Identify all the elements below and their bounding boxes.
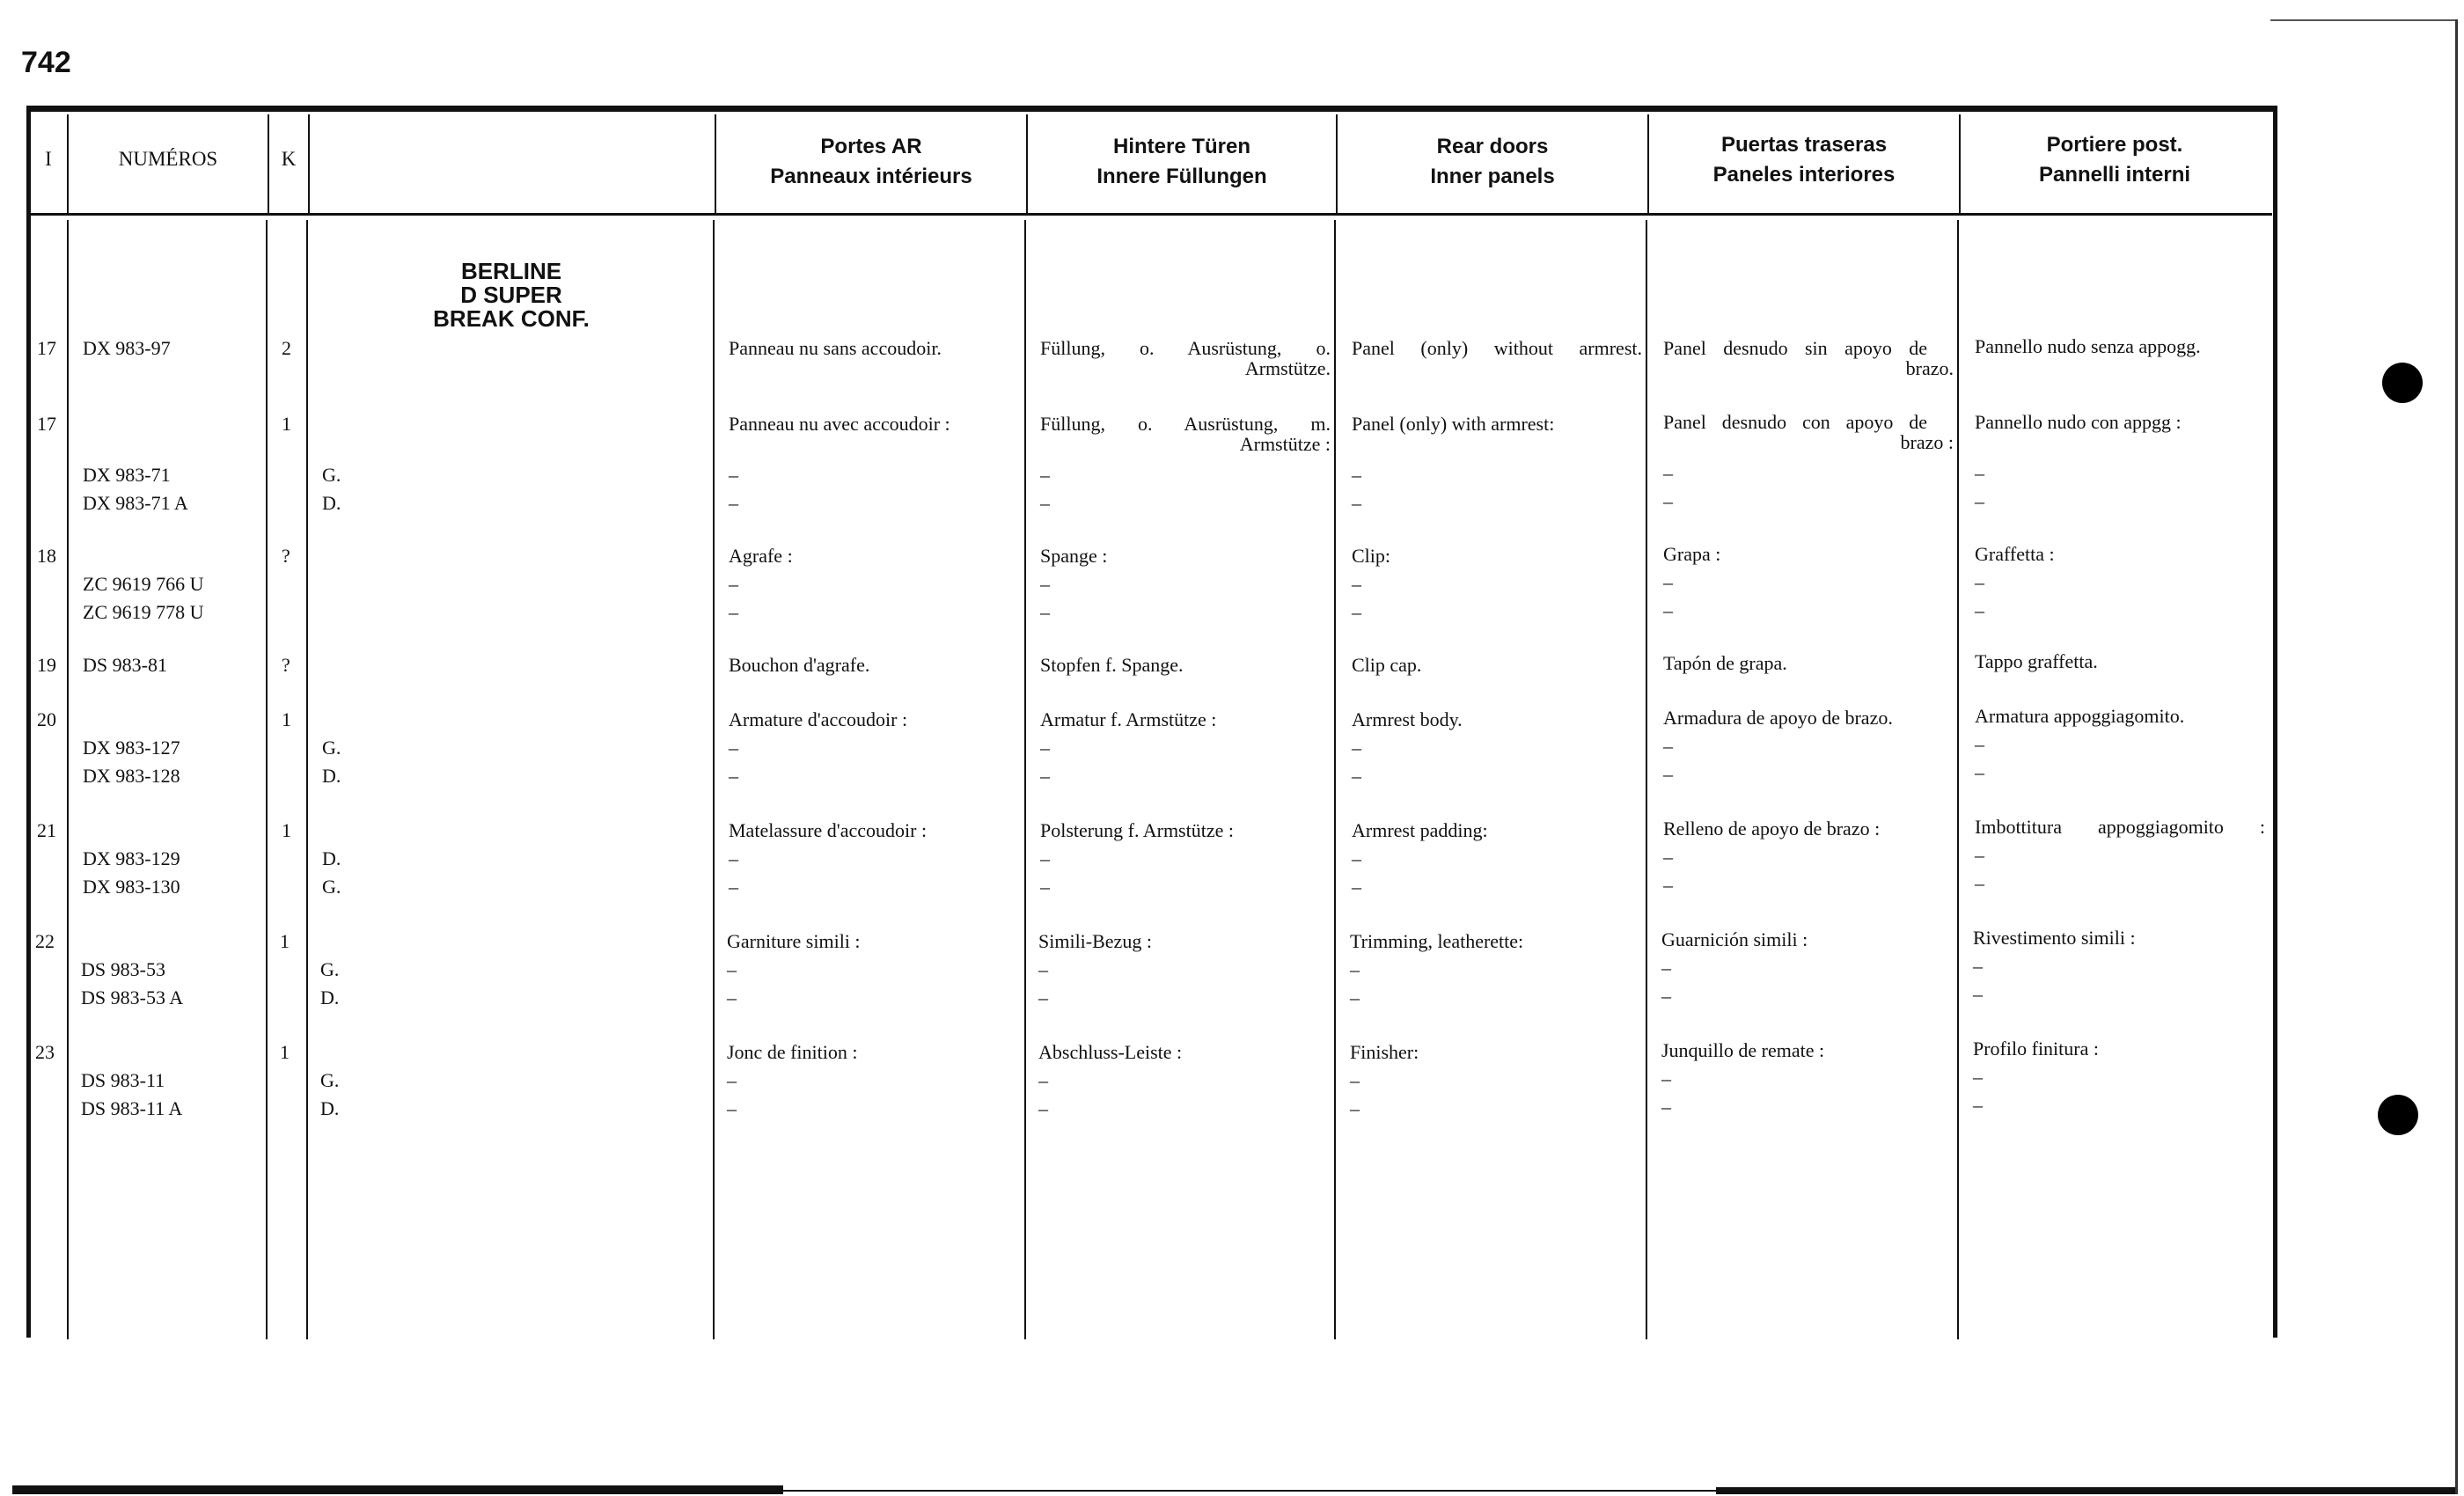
dash-es: –	[1661, 957, 1671, 979]
desc-de: Polsterung f. Armstütze :	[1040, 819, 1234, 841]
desc-en: Trimming, leatherette:	[1350, 930, 1524, 952]
side: D.	[322, 492, 341, 514]
desc-es: Grapa :	[1663, 543, 1721, 565]
quantity: 1	[280, 1041, 290, 1063]
col-divider	[1957, 220, 1959, 1339]
row-index: 17	[37, 337, 56, 359]
dash-de: –	[1040, 737, 1050, 759]
section-title	[310, 260, 713, 331]
quantity: 2	[282, 337, 291, 359]
dash-es: –	[1663, 490, 1673, 512]
desc-en: Armrest body.	[1352, 708, 1463, 730]
desc-en: Panel (only) without armrest.	[1352, 337, 1642, 359]
header-it	[1961, 130, 2269, 190]
desc-es-cont: brazo :	[1900, 431, 1954, 453]
dash-fr: –	[727, 958, 737, 980]
dash-it: –	[1975, 462, 1984, 484]
quantity: 1	[280, 930, 290, 952]
top-right-rule	[2270, 19, 2455, 21]
side: D.	[320, 986, 340, 1008]
header-de	[1028, 132, 1336, 192]
col-divider	[67, 220, 69, 1339]
dash-en: –	[1352, 601, 1361, 623]
dash-fr: –	[727, 1069, 737, 1091]
desc-de: Füllung, o. Ausrüstung, o.	[1040, 337, 1331, 359]
dash-de: –	[1040, 876, 1050, 898]
col-divider	[713, 220, 715, 1339]
punch-hole	[2378, 1095, 2418, 1135]
desc-es: Relleno de apoyo de brazo :	[1663, 818, 1881, 840]
dash-es: –	[1661, 1096, 1671, 1118]
dash-fr: –	[729, 492, 738, 514]
page-number: 742	[21, 46, 71, 79]
desc-es: Panel desnudo con apoyo de	[1663, 411, 1927, 433]
desc-it: Profilo finitura :	[1973, 1038, 2099, 1060]
quantity: 1	[282, 413, 291, 435]
header-es-line2: Paneles interiores	[1712, 163, 1896, 187]
desc-de: Stopfen f. Spange.	[1040, 654, 1184, 676]
dash-en: –	[1352, 492, 1361, 514]
header-en-line2: Inner panels	[1430, 165, 1555, 188]
dash-it: –	[1975, 733, 1984, 755]
dash-fr: –	[729, 876, 738, 898]
dash-fr: –	[729, 601, 738, 623]
dash-de: –	[1040, 573, 1050, 595]
dash-de: –	[1038, 1097, 1048, 1119]
desc-fr: Garniture simili :	[727, 930, 861, 952]
desc-it: Graffetta :	[1975, 543, 2055, 565]
header-fr-line1: Portes AR	[820, 135, 922, 158]
header-en-line1: Rear doors	[1436, 135, 1549, 158]
col-divider	[266, 220, 268, 1339]
bottom-rule-thick	[12, 1485, 783, 1494]
desc-es: Guarnición simili :	[1661, 928, 1808, 950]
side: G.	[322, 464, 341, 486]
row-index: 17	[37, 413, 56, 435]
desc-de-cont: Armstütze :	[1239, 433, 1331, 455]
right-edge-rule	[2455, 19, 2458, 1494]
part-number: DX 983-127	[83, 737, 180, 759]
dash-fr: –	[729, 573, 738, 595]
part-number: DX 983-128	[83, 765, 180, 787]
dash-de: –	[1038, 1069, 1048, 1091]
dash-it: –	[1975, 599, 1984, 621]
col-divider	[308, 114, 310, 213]
dash-it: –	[1973, 983, 1983, 1005]
part-number: DX 983-97	[83, 337, 171, 359]
part-number: DS 983-53 A	[81, 986, 184, 1008]
header-en	[1338, 132, 1647, 192]
desc-fr: Jonc de finition :	[727, 1041, 858, 1063]
row-index: 23	[35, 1041, 55, 1063]
dash-it: –	[1975, 761, 1984, 783]
header-numeros: NUMÉROS	[118, 148, 218, 170]
dash-fr: –	[727, 986, 737, 1008]
part-number: DX 983-71	[83, 464, 171, 486]
part-number: DS 983-11 A	[81, 1097, 183, 1119]
row-index: 18	[37, 545, 56, 567]
desc-es: Junquillo de remate :	[1661, 1039, 1825, 1061]
dash-en: –	[1352, 464, 1361, 486]
desc-es-cont: brazo.	[1905, 357, 1954, 379]
quantity: 1	[282, 819, 291, 841]
side: G.	[320, 1069, 340, 1091]
header-it-line1: Portiere post.	[2046, 133, 2183, 157]
dash-es: –	[1663, 763, 1673, 785]
dash-it: –	[1975, 571, 1984, 593]
side: D.	[320, 1097, 340, 1119]
desc-es: Armadura de apoyo de brazo.	[1663, 707, 1893, 729]
dash-fr: –	[729, 737, 738, 759]
quantity: ?	[282, 654, 290, 676]
part-number: DS 983-11	[81, 1069, 165, 1091]
punch-hole	[2382, 363, 2423, 403]
quantity: ?	[282, 545, 290, 567]
dash-de: –	[1040, 765, 1050, 787]
desc-en: Armrest padding:	[1352, 819, 1488, 841]
dash-it: –	[1973, 1066, 1983, 1088]
dash-de: –	[1040, 492, 1050, 514]
dash-es: –	[1663, 874, 1673, 896]
side: D.	[322, 765, 341, 787]
header-de-line1: Hintere Türen	[1112, 135, 1251, 158]
desc-de: Simili-Bezug :	[1038, 930, 1152, 952]
side: G.	[322, 737, 341, 759]
desc-en: Clip cap.	[1352, 654, 1422, 676]
row-index: 19	[37, 654, 56, 676]
desc-fr: Matelassure d'accoudoir :	[729, 819, 928, 841]
desc-it: Pannello nudo senza appogg.	[1975, 335, 2201, 357]
dash-it: –	[1973, 1094, 1983, 1116]
dash-es: –	[1663, 735, 1673, 757]
desc-it: Tappo graffetta.	[1975, 650, 2098, 672]
part-number: DX 983-130	[83, 876, 180, 898]
dash-en: –	[1350, 1069, 1360, 1091]
part-number: ZC 9619 778 U	[83, 601, 204, 623]
dash-es: –	[1663, 571, 1673, 593]
dash-it: –	[1975, 872, 1984, 894]
dash-en: –	[1352, 876, 1361, 898]
desc-fr: Armature d'accoudoir :	[729, 708, 908, 730]
desc-fr: Panneau nu sans accoudoir.	[729, 337, 942, 359]
dash-en: –	[1350, 986, 1360, 1008]
part-number: DS 983-81	[83, 654, 167, 676]
dash-de: –	[1040, 464, 1050, 486]
dash-en: –	[1350, 1097, 1360, 1119]
desc-fr: Agrafe :	[729, 545, 793, 567]
row-index: 22	[35, 930, 55, 952]
desc-fr: Panneau nu avec accoudoir :	[729, 413, 950, 435]
desc-es: Tapón de grapa.	[1663, 652, 1787, 674]
col-divider	[1646, 220, 1647, 1339]
quantity: 1	[282, 708, 291, 730]
section-title-line3: BREAK CONF.	[433, 305, 590, 332]
desc-en: Panel (only) with armrest:	[1352, 413, 1555, 435]
part-number: DX 983-71 A	[83, 492, 188, 514]
header-it-line2: Pannelli interni	[2038, 163, 2191, 187]
part-number: DX 983-129	[83, 847, 180, 869]
desc-de: Armatur f. Armstütze :	[1040, 708, 1217, 730]
dash-es: –	[1661, 1067, 1671, 1089]
desc-en: Clip:	[1352, 545, 1391, 567]
dash-fr: –	[727, 1097, 737, 1119]
dash-it: –	[1973, 955, 1983, 977]
dash-en: –	[1350, 958, 1360, 980]
dash-it: –	[1975, 490, 1984, 512]
col-divider	[1024, 220, 1026, 1339]
dash-fr: –	[729, 847, 738, 869]
row-index: 20	[37, 708, 56, 730]
part-number: DS 983-53	[81, 958, 165, 980]
side: G.	[322, 876, 341, 898]
desc-it: Armatura appoggiagomito.	[1975, 705, 2185, 727]
header-fr-line2: Panneaux intérieurs	[770, 165, 972, 188]
desc-it: Pannello nudo con appgg :	[1975, 411, 2182, 433]
dash-es: –	[1663, 846, 1673, 868]
dash-it: –	[1975, 844, 1984, 866]
col-divider	[1334, 220, 1336, 1339]
desc-de-cont: Armstütze.	[1244, 357, 1331, 379]
desc-de: Abschluss-Leiste :	[1038, 1041, 1183, 1063]
dash-es: –	[1661, 985, 1671, 1007]
dash-en: –	[1352, 847, 1361, 869]
side: D.	[322, 847, 341, 869]
bottom-rule-thin	[783, 1490, 1716, 1492]
dash-en: –	[1352, 737, 1361, 759]
dash-en: –	[1352, 765, 1361, 787]
bottom-rule-thick	[1716, 1487, 2455, 1494]
desc-es: Panel desnudo sin apoyo de	[1663, 337, 1927, 359]
col-divider	[306, 220, 308, 1339]
part-number: ZC 9619 766 U	[83, 573, 204, 595]
side: G.	[320, 958, 340, 980]
section-title-line1: BERLINE	[460, 258, 562, 284]
header-de-line2: Innere Füllungen	[1096, 165, 1267, 188]
row-index: 21	[37, 819, 56, 841]
dash-fr: –	[729, 765, 738, 787]
dash-es: –	[1663, 462, 1673, 484]
header-k: K	[281, 148, 297, 170]
dash-de: –	[1040, 601, 1050, 623]
desc-it: Rivestimento simili :	[1973, 927, 2136, 949]
header-separator	[30, 213, 2272, 216]
dash-en: –	[1352, 573, 1361, 595]
desc-it: Imbottitura appoggiagomito :	[1975, 816, 2265, 838]
dash-de: –	[1040, 847, 1050, 869]
dash-es: –	[1663, 599, 1673, 621]
header-es-line1: Puertas traseras	[1720, 133, 1888, 157]
header-es	[1649, 130, 1959, 190]
section-title-line2: D SUPER	[460, 282, 562, 308]
header-index: I	[45, 148, 52, 170]
desc-de: Füllung, o. Ausrüstung, m.	[1040, 413, 1331, 435]
dash-de: –	[1038, 986, 1048, 1008]
desc-en: Finisher:	[1350, 1041, 1419, 1063]
dash-fr: –	[729, 464, 738, 486]
dash-de: –	[1038, 958, 1048, 980]
header-fr	[716, 132, 1026, 192]
desc-de: Spange :	[1040, 545, 1108, 567]
desc-fr: Bouchon d'agrafe.	[729, 654, 870, 676]
